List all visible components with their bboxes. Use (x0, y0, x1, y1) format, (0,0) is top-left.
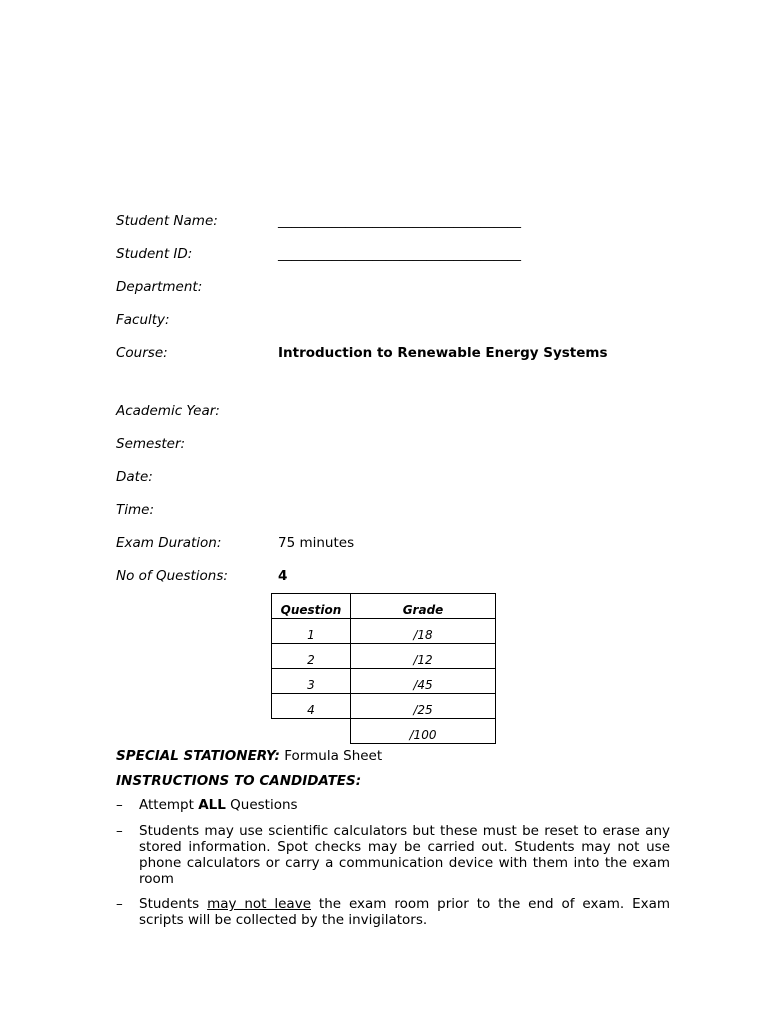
instruction-item-2 (116, 823, 670, 887)
student-name-field[interactable]: ____________________________________ (278, 213, 521, 229)
instructions-title: INSTRUCTIONS TO CANDIDATES: (116, 773, 362, 789)
no-of-questions-label: No of Questions: (116, 568, 228, 584)
course-label: Course: (116, 345, 168, 361)
table-row (272, 619, 496, 644)
special-stationery-value: Formula Sheet (284, 748, 383, 764)
instruction-item-1 (116, 797, 670, 813)
instruction-underlined: may not leave (207, 896, 312, 912)
instruction-item-3 (116, 896, 670, 928)
instruction-text (139, 896, 670, 928)
instruction-text-part: Questions (225, 797, 298, 813)
exam-duration-value: 75 minutes (278, 535, 355, 551)
question-header: Question (272, 594, 351, 619)
student-id-label: Student ID: (116, 246, 193, 262)
special-stationery (116, 747, 382, 765)
table-row (272, 694, 496, 719)
exam-duration-label: Exam Duration: (116, 535, 222, 551)
special-stationery-label: SPECIAL STATIONERY: (116, 748, 280, 764)
grade-table (271, 593, 496, 744)
instruction-text-part: the exam room prior to the end of exam. Exam scripts will be collected by the invigilators. (139, 896, 671, 928)
time-label: Time: (116, 502, 155, 518)
instruction-text-part: Attempt (139, 797, 199, 813)
date-label: Date: (116, 469, 153, 485)
table-row (272, 669, 496, 694)
student-id-field[interactable]: ____________________________________ (278, 246, 521, 262)
grade-table-header (272, 594, 496, 619)
grade-cell: /12 (351, 644, 496, 669)
department-label: Department: (116, 279, 203, 295)
grade-cell: /45 (351, 669, 496, 694)
faculty-label: Faculty: (116, 312, 170, 328)
table-row (272, 644, 496, 669)
instruction-text-part: Students (139, 896, 208, 912)
instruction-text (139, 797, 670, 813)
student-name-label: Student Name: (116, 213, 218, 229)
semester-label: Semester: (116, 436, 186, 452)
instruction-text: Students may use scientific calculators but these must be reset to erase any stored information. Spot checks may be carried out. Students may not use phone calculators or carry a communication device with them into the exam room (139, 823, 670, 887)
bullet-dash: – (116, 896, 123, 912)
question-cell: 2 (272, 644, 351, 669)
grade-header: Grade (351, 594, 496, 619)
instruction-emphasis: ALL (198, 797, 226, 813)
academic-year-label: Academic Year: (116, 403, 220, 419)
course-value: Introduction to Renewable Energy Systems (278, 345, 608, 361)
grade-cell: /18 (351, 619, 496, 644)
total-cell: /100 (351, 719, 496, 744)
bullet-dash: – (116, 823, 123, 839)
total-row (272, 719, 496, 744)
grade-cell: /25 (351, 694, 496, 719)
question-cell: 1 (272, 619, 351, 644)
question-cell: 4 (272, 694, 351, 719)
bullet-dash: – (116, 797, 123, 813)
question-cell: 3 (272, 669, 351, 694)
total-spacer (272, 719, 351, 744)
no-of-questions-value: 4 (278, 568, 288, 584)
